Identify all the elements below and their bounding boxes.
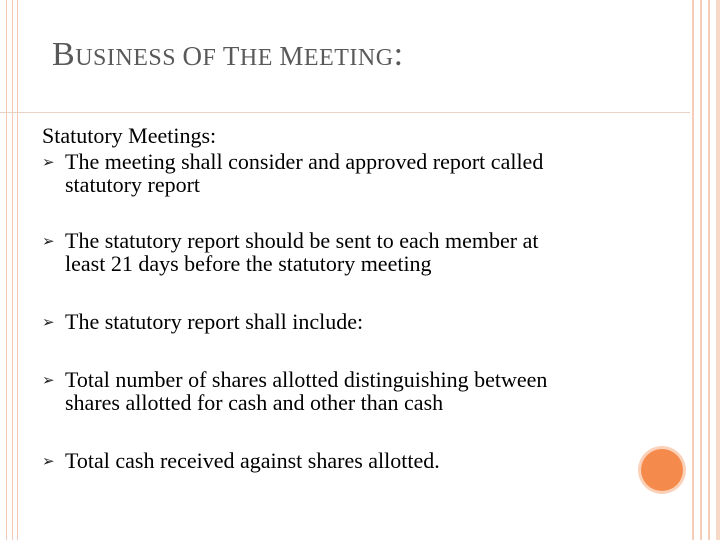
decorative-circle-icon <box>641 449 683 491</box>
list-item <box>42 229 652 275</box>
list-item-text: Total number of shares allotted distinguishing between <box>65 367 548 392</box>
list-item-text: shares allotted for cash and other than cash <box>65 390 444 415</box>
left-stripe <box>12 0 13 540</box>
arrow-bullet-icon: ➢ <box>42 313 55 331</box>
right-stripe <box>700 0 702 540</box>
slide-title: BUSINESS OF THE MEETING: <box>52 36 404 73</box>
list-item <box>42 449 652 472</box>
list-item-text: statutory report <box>65 172 201 197</box>
arrow-bullet-icon: ➢ <box>42 232 55 250</box>
list-item <box>42 310 652 333</box>
list-item <box>42 150 652 196</box>
slide-body <box>42 124 652 472</box>
arrow-bullet-icon: ➢ <box>42 153 55 171</box>
arrow-bullet-icon: ➢ <box>42 371 55 389</box>
right-stripe <box>716 0 720 540</box>
right-stripe <box>692 0 694 540</box>
title-divider <box>0 112 690 113</box>
left-stripe <box>17 0 18 540</box>
list-item-text: The meeting shall consider and approved report called <box>65 149 544 174</box>
list-item-text: least 21 days before the statutory meeting <box>65 251 432 276</box>
list-item-text: The statutory report shall include: <box>65 309 364 334</box>
left-stripe <box>6 0 7 540</box>
section-heading: Statutory Meetings: <box>42 123 217 148</box>
list-item-text: The statutory report should be sent to each member at <box>65 228 539 253</box>
right-stripe <box>708 0 710 540</box>
list-item <box>42 368 652 414</box>
arrow-bullet-icon: ➢ <box>42 452 55 470</box>
list-item-text: Total cash received against shares allotted. <box>65 448 440 473</box>
